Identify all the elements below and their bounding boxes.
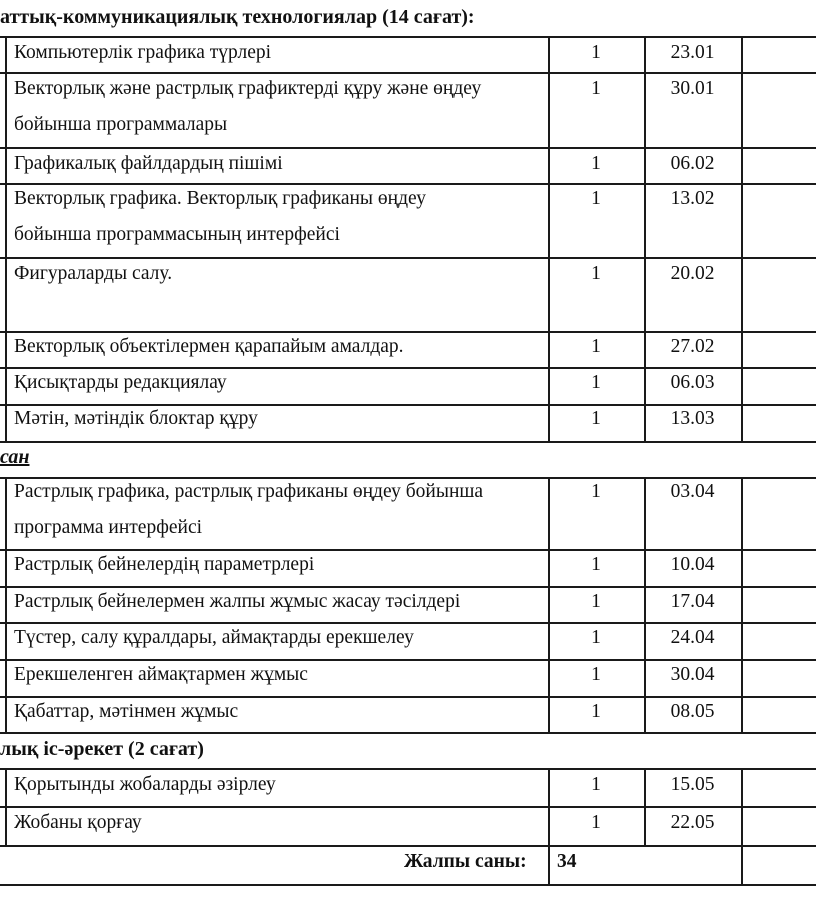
topic-cell: Түстер, салу құралдары, аймақтарды ерекшелеу xyxy=(14,627,414,648)
section-heading-project: лық іс-әрекет (2 сағат) xyxy=(0,738,204,760)
hours-cell: 1 xyxy=(591,188,601,209)
hours-cell: 1 xyxy=(591,481,601,502)
date-cell: 24.04 xyxy=(670,627,715,648)
hours-cell: 1 xyxy=(591,701,601,722)
topic-cell: Ерекшеленген аймақтармен жұмыс xyxy=(14,664,308,685)
hours-cell: 1 xyxy=(591,153,601,174)
date-cell: 10.04 xyxy=(670,554,715,575)
section-heading-raster: сан xyxy=(0,446,30,468)
topic-cell: Компьютерлік графика түрлері xyxy=(14,42,272,63)
topic-cell: Растрлық бейнелердің параметрлері xyxy=(14,554,315,575)
hours-cell: 1 xyxy=(591,42,601,63)
date-cell: 03.04 xyxy=(670,481,715,502)
topic-cell: Векторлық объектілермен қарапайым амалдар. xyxy=(14,336,404,357)
topic-cell: Графикалық файлдардың пішімі xyxy=(14,153,283,174)
topic-cell-continued: бойынша программасының интерфейсі xyxy=(14,224,340,245)
hours-cell: 1 xyxy=(591,774,601,795)
date-cell: 30.04 xyxy=(670,664,715,685)
topic-cell: Жобаны қорғау xyxy=(14,812,142,833)
table-border xyxy=(5,36,7,441)
date-cell: 13.02 xyxy=(670,188,715,209)
date-cell: 30.01 xyxy=(670,78,715,99)
topic-cell: Мәтін, мәтіндік блоктар құру xyxy=(14,408,258,429)
date-cell: 06.02 xyxy=(670,153,715,174)
hours-cell: 1 xyxy=(591,554,601,575)
hours-cell: 1 xyxy=(591,591,601,612)
hours-cell: 1 xyxy=(591,812,601,833)
topic-cell: Векторлық графика. Векторлық графиканы өңдеу xyxy=(14,188,426,209)
topic-cell-continued: программа интерфейсі xyxy=(14,517,203,538)
hours-cell: 1 xyxy=(591,78,601,99)
section-heading-ict: аттық-коммуникациялық технологиялар (14 сағат): xyxy=(0,6,475,28)
hours-cell: 1 xyxy=(591,336,601,357)
total-label: Жалпы саны: xyxy=(404,851,527,872)
table-border xyxy=(741,36,743,441)
topic-cell: Қабаттар, мәтінмен жұмыс xyxy=(14,701,239,722)
topic-cell: Растрлық бейнелермен жалпы жұмыс жасау тәсілдері xyxy=(14,591,461,612)
date-cell: 27.02 xyxy=(670,336,715,357)
hours-cell: 1 xyxy=(591,263,601,284)
date-cell: 13.03 xyxy=(670,408,715,429)
table-border xyxy=(5,768,7,845)
date-cell: 08.05 xyxy=(670,701,715,722)
date-cell: 20.02 xyxy=(670,263,715,284)
table-border xyxy=(0,884,816,886)
table-border xyxy=(741,477,743,732)
date-cell: 17.04 xyxy=(670,591,715,612)
topic-cell: Фигураларды салу. xyxy=(14,263,173,284)
total-value: 34 xyxy=(557,851,577,872)
topic-cell: Қорытынды жобаларды әзірлеу xyxy=(14,774,276,795)
table-border xyxy=(0,441,816,443)
date-cell: 22.05 xyxy=(670,812,715,833)
topic-cell-continued: бойынша программалары xyxy=(14,114,228,135)
topic-cell: Қисықтарды редакциялау xyxy=(14,372,227,393)
date-cell: 15.05 xyxy=(670,774,715,795)
topic-cell: Растрлық графика, растрлық графиканы өңдеу бойынша xyxy=(14,481,484,502)
table-border xyxy=(5,477,7,732)
topic-cell: Векторлық және растрлық графиктерді құру және өңдеу xyxy=(14,78,482,99)
table-border xyxy=(741,768,743,884)
hours-cell: 1 xyxy=(591,664,601,685)
date-cell: 23.01 xyxy=(670,42,715,63)
hours-cell: 1 xyxy=(591,627,601,648)
hours-cell: 1 xyxy=(591,408,601,429)
hours-cell: 1 xyxy=(591,372,601,393)
date-cell: 06.03 xyxy=(670,372,715,393)
